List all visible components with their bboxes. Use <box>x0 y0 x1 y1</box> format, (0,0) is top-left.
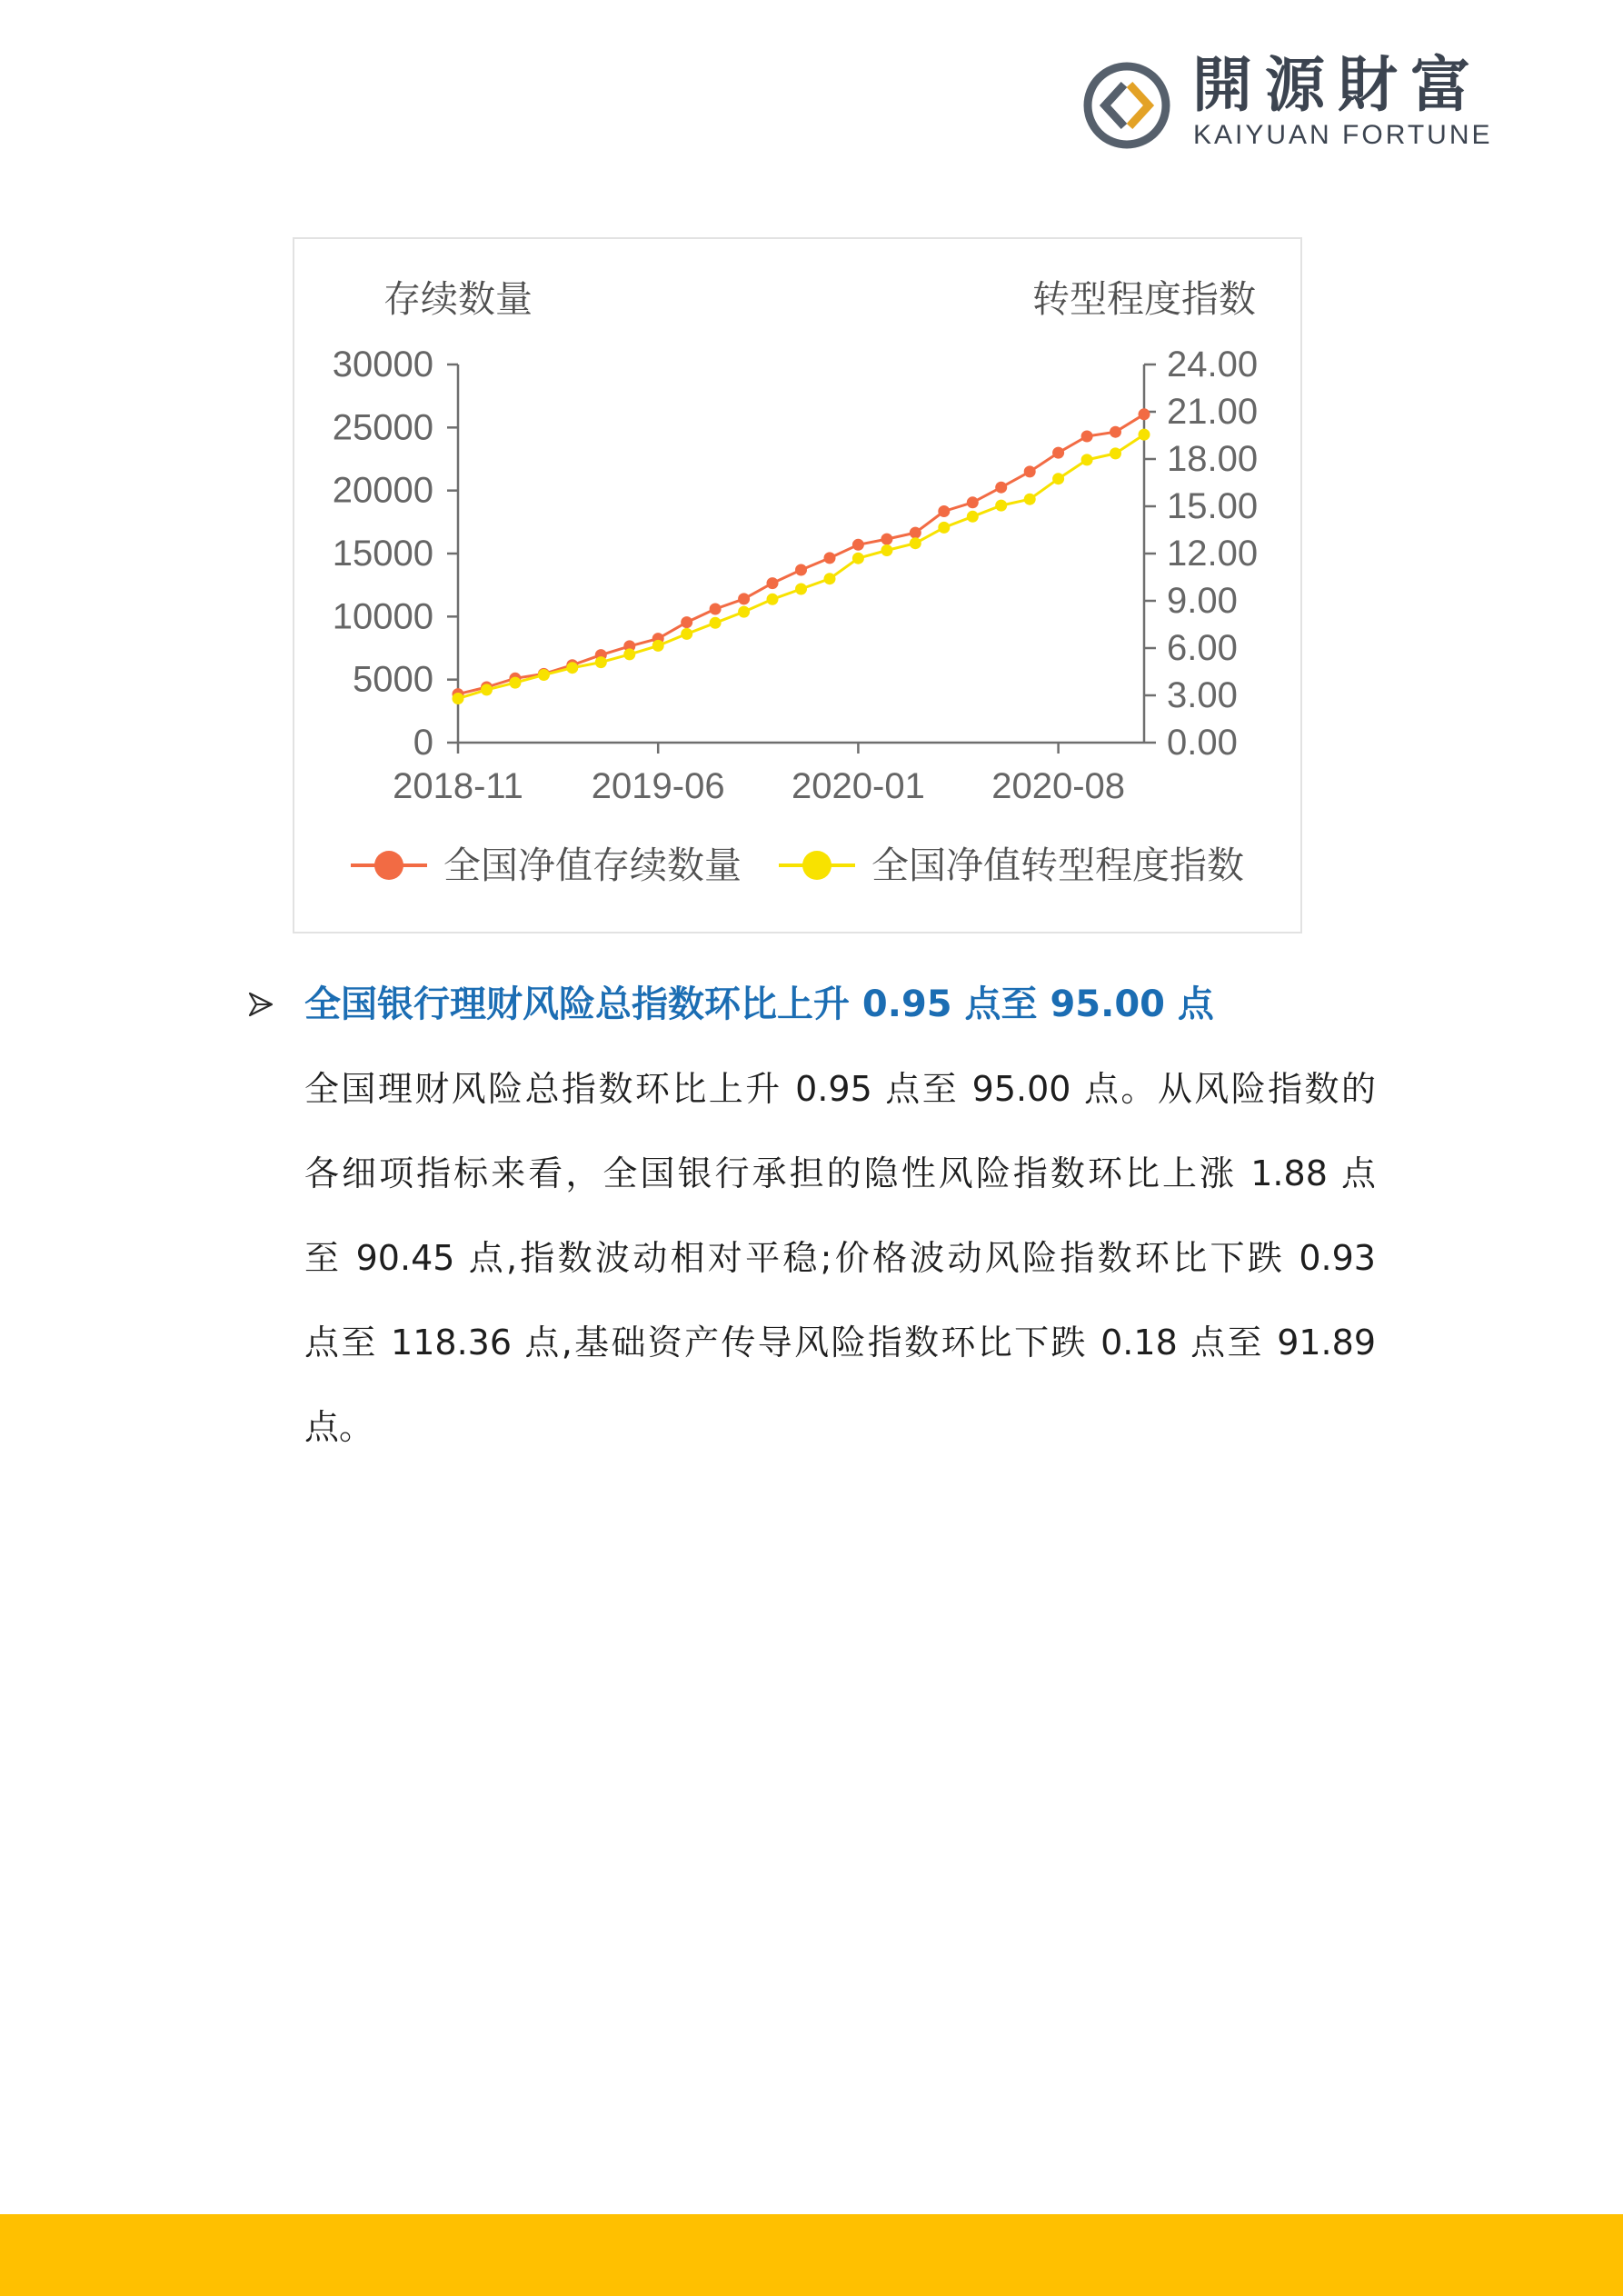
data-point <box>767 594 779 605</box>
left-tick-label: 30000 <box>332 344 433 384</box>
data-point <box>509 677 521 689</box>
data-point <box>881 544 892 556</box>
x-tick-label: 2018-11 <box>393 766 523 806</box>
body-line: 各细项指标来看，全国银行承担的隐性风险指数环比上涨 1.88 点 <box>304 1153 1376 1193</box>
data-point <box>623 648 635 660</box>
footer-bar <box>0 2214 1623 2296</box>
data-point <box>481 684 493 695</box>
left-tick-label: 15000 <box>332 534 433 574</box>
data-point <box>1081 454 1093 465</box>
data-point <box>767 577 779 589</box>
chart-container <box>293 237 1302 933</box>
section-heading: 全国银行理财风险总指数环比上升 0.95 点至 95.00 点 <box>304 983 1214 1025</box>
data-point <box>910 537 921 549</box>
series-line-1 <box>458 414 1144 694</box>
legend-marker <box>802 851 831 880</box>
data-point <box>595 656 607 668</box>
right-tick-label: 15.00 <box>1167 486 1259 526</box>
body-line: 点。 <box>304 1407 374 1447</box>
right-tick-label: 9.00 <box>1167 581 1238 621</box>
logo-right-chevron <box>1130 85 1149 126</box>
data-point <box>1139 429 1150 441</box>
data-point <box>1081 431 1093 443</box>
data-point <box>453 693 464 704</box>
legend-marker <box>374 851 403 880</box>
right-tick-label: 12.00 <box>1167 534 1259 574</box>
left-axis-title: 存续数量 <box>383 277 533 321</box>
data-point <box>938 505 950 517</box>
logo-left-chevron <box>1105 85 1124 126</box>
data-point <box>795 564 807 576</box>
data-point <box>1024 494 1036 505</box>
body-line: 全国理财风险总指数环比上升 0.95 点至 95.00 点。从风险指数的 <box>304 1069 1376 1109</box>
data-point <box>852 553 864 564</box>
data-point <box>1139 408 1150 420</box>
left-tick-label: 20000 <box>332 470 433 511</box>
data-point <box>967 511 979 523</box>
left-tick-label: 5000 <box>353 659 433 700</box>
data-point <box>710 604 722 615</box>
right-tick-label: 21.00 <box>1167 392 1259 432</box>
data-point <box>1110 447 1121 459</box>
data-point <box>681 616 692 628</box>
data-point <box>995 500 1007 512</box>
legend-label: 全国净值存续数量 <box>443 844 742 887</box>
right-tick-label: 24.00 <box>1167 344 1259 384</box>
data-point <box>652 640 664 652</box>
kaiyuan-logo-icon <box>1081 60 1172 151</box>
data-point <box>795 584 807 595</box>
data-point <box>710 617 722 629</box>
data-point <box>881 534 892 545</box>
logo-name-en: KAIYUAN FORTUNE <box>1193 120 1493 150</box>
body-line: 至 90.45 点,指数波动相对平稳;价格波动风险指数环比下跌 0.93 <box>304 1238 1376 1278</box>
data-point <box>1024 465 1036 477</box>
data-point <box>1052 473 1064 484</box>
data-point <box>681 628 692 640</box>
data-point <box>938 522 950 534</box>
left-tick-label: 0 <box>413 723 433 763</box>
body-line: 点至 118.36 点,基础资产传导风险指数环比下跌 0.18 点至 91.89 <box>304 1323 1376 1363</box>
right-tick-label: 6.00 <box>1167 628 1238 668</box>
data-point <box>995 482 1007 494</box>
data-point <box>824 573 836 584</box>
data-point <box>538 669 550 681</box>
right-tick-label: 3.00 <box>1167 675 1238 715</box>
x-tick-label: 2020-01 <box>792 766 925 806</box>
data-point <box>910 527 921 539</box>
data-point <box>1052 447 1064 459</box>
line-chart <box>293 237 1302 933</box>
right-axis-title: 转型程度指数 <box>1032 277 1256 321</box>
legend-label: 全国净值转型程度指数 <box>871 844 1244 887</box>
left-tick-label: 10000 <box>332 596 433 637</box>
data-point <box>967 496 979 508</box>
right-tick-label: 18.00 <box>1167 439 1259 479</box>
left-tick-label: 25000 <box>332 407 433 448</box>
data-point <box>738 606 750 618</box>
right-tick-label: 0.00 <box>1167 723 1238 763</box>
data-point <box>566 662 578 674</box>
x-tick-label: 2020-08 <box>991 766 1126 806</box>
logo-name-cn: 開源財富 <box>1192 50 1483 120</box>
data-point <box>1110 426 1121 438</box>
body-paragraph <box>304 1047 1376 1470</box>
logo-ring <box>1088 66 1166 145</box>
arrow-bullet-icon <box>247 991 274 1018</box>
data-point <box>824 552 836 564</box>
data-point <box>738 593 750 604</box>
x-tick-label: 2019-06 <box>591 766 725 806</box>
data-point <box>852 539 864 551</box>
